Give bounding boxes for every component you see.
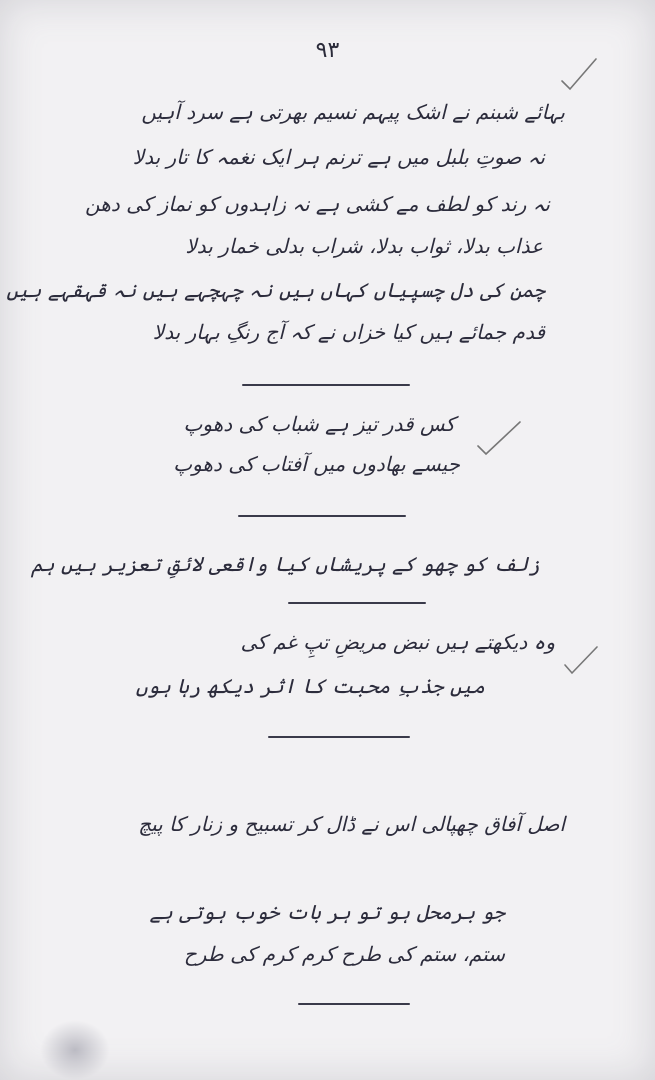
- verse-line: کس قدر تیز ہے شباب کی دھوپ: [183, 412, 455, 436]
- section-divider: [238, 515, 406, 517]
- page-number: ۹۳: [315, 38, 340, 63]
- verse-line: جو برمحل ہو تو ہر بات خوب ہوتی ہے: [149, 900, 505, 924]
- verse-line: اصل آفاق چھپالی اس نے ڈال کر تسبیح و زنار کا پیچ: [138, 812, 565, 836]
- verse-line: ستم، ستم کی طرح کرم کرم کی طرح: [183, 942, 505, 966]
- verse-line: نہ رند کو لطف مے کشی ہے نہ زاہدوں کو نماز کی دھن: [85, 192, 550, 216]
- section-divider: [242, 384, 410, 386]
- check-mark-icon: [476, 418, 524, 458]
- ink-smudge: [40, 1020, 110, 1080]
- verse-line: چمن کی دل چسپیاں کہاں ہیں نہ چہچہے ہیں نہ قہقہے ہیں: [6, 278, 545, 302]
- verse-line: نہ صوتِ بلبل میں ہے ترنم ہر ایک نغمہ کا تار بدلا: [132, 145, 545, 169]
- verse-line: جیسے بھادوں میں آفتاب کی دھوپ: [173, 452, 460, 476]
- verse-line: بہائے شبنم نے اشک پیہم نسیم بھرتی ہے سرد آہیں: [141, 100, 565, 124]
- section-divider: [298, 1003, 410, 1005]
- verse-line: عذاب بدلا، ثواب بدلا، شراب بدلی خمار بدلا: [185, 234, 543, 258]
- verse-line: قدم جمائے ہیں کیا خزاں نے کہ آج رنگِ بہار بدلا: [152, 320, 545, 344]
- verse-line: وہ دیکھتے ہیں نبض مریضِ تپِ غم کی: [240, 630, 555, 654]
- verse-line: زلف کو چھو کے پریشاں کیا واقعی لائقِ تعزیر ہیں ہم: [31, 552, 540, 576]
- check-mark-icon: [563, 643, 601, 681]
- section-divider: [288, 602, 426, 604]
- verse-line: میں جذبِ محبت کا اثر دیکھ رہا ہوں: [135, 674, 485, 698]
- check-mark-icon: [560, 55, 600, 95]
- section-divider: [268, 736, 410, 738]
